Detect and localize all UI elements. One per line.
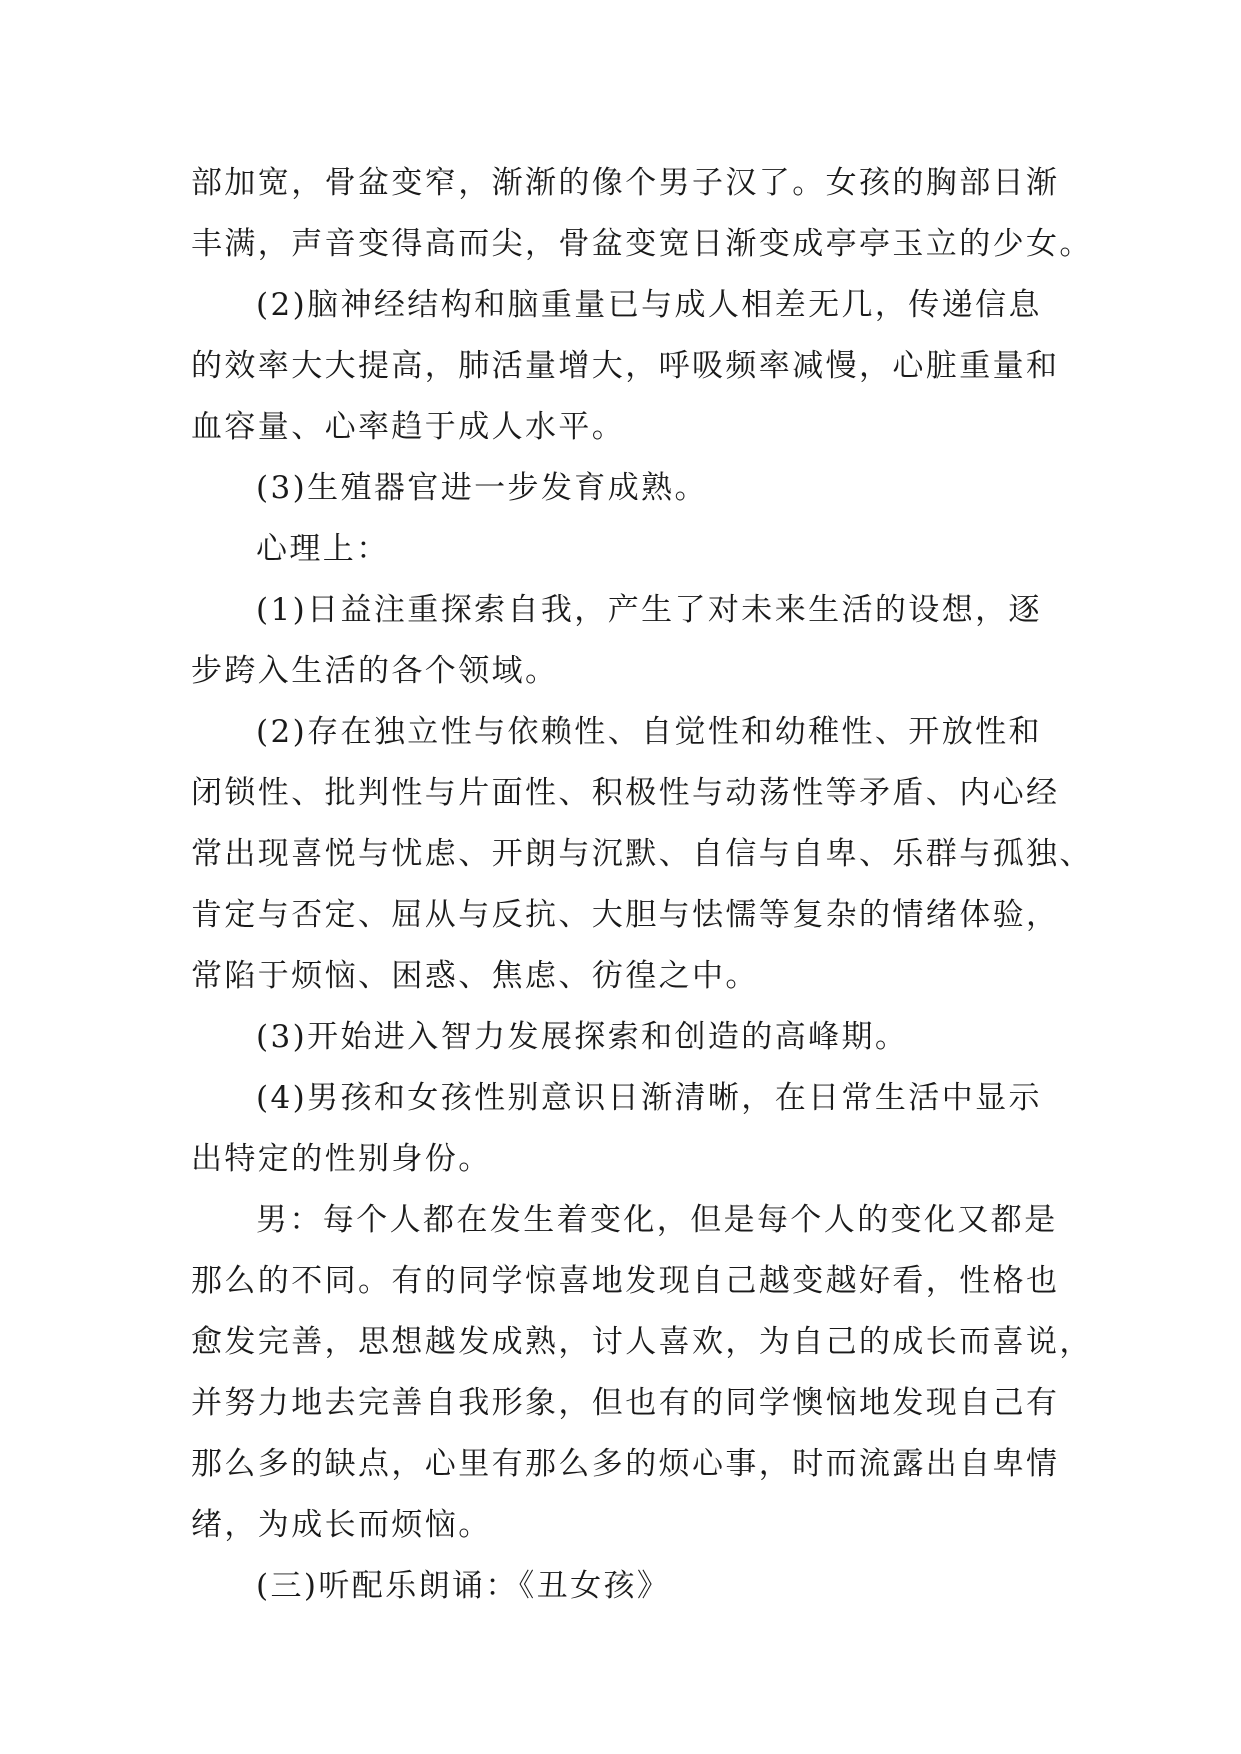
text-line: 的效率大大提高，肺活量增大，呼吸频率减慢，心脏重量和	[191, 348, 1060, 384]
text-line: 血容量、心率趋于成人水平。	[191, 409, 626, 445]
text-line: 绪，为成长而烦恼。	[191, 1507, 492, 1543]
text-line: (3)开始进入智力发展探索和创造的高峰期。	[256, 1019, 909, 1055]
text-line: 丰满，声音变得高而尖，骨盆变宽日渐变成亭亭玉立的少女。	[191, 226, 1093, 262]
text-line: (3)生殖器官进一步发育成熟。	[256, 470, 708, 506]
text-line: 部加宽，骨盆变窄，渐渐的像个男子汉了。女孩的胸部日渐	[191, 165, 1060, 201]
text-line: 肯定与否定、屈从与反抗、大胆与怯懦等复杂的情绪体验，	[191, 897, 1060, 933]
text-line: (2)存在独立性与依赖性、自觉性和幼稚性、开放性和	[256, 714, 1042, 750]
section-label: 心理上：	[256, 531, 390, 567]
text-line: 常出现喜悦与忧虑、开朗与沉默、自信与自卑、乐群与孤独、	[191, 836, 1093, 872]
text-line: 并努力地去完善自我形象，但也有的同学懊恼地发现自己有	[191, 1385, 1060, 1421]
section-heading: (三)听配乐朗诵：《丑女孩》	[256, 1568, 671, 1604]
text-line: 常陷于烦恼、困惑、焦虑、彷徨之中。	[191, 958, 759, 994]
text-line: 那么多的缺点，心里有那么多的烦心事，时而流露出自卑情	[191, 1446, 1060, 1482]
text-line: 那么的不同。有的同学惊喜地发现自己越变越好看，性格也	[191, 1263, 1060, 1299]
text-line: 男：每个人都在发生着变化，但是每个人的变化又都是	[256, 1202, 1058, 1238]
text-line: (4)男孩和女孩性别意识日渐清晰，在日常生活中显示	[256, 1080, 1042, 1116]
text-line: 步跨入生活的各个领域。	[191, 653, 559, 689]
text-line: (1)日益注重探索自我，产生了对未来生活的设想，逐	[256, 592, 1042, 628]
text-line: 愈发完善，思想越发成熟，讨人喜欢，为自己的成长而喜说，	[191, 1324, 1093, 1360]
text-line: 出特定的性别身份。	[191, 1141, 492, 1177]
document-body	[191, 153, 1093, 1617]
text-line: 闭锁性、批判性与片面性、积极性与动荡性等矛盾、内心经	[191, 775, 1060, 811]
text-line: (2)脑神经结构和脑重量已与成人相差无几，传递信息	[256, 287, 1042, 323]
